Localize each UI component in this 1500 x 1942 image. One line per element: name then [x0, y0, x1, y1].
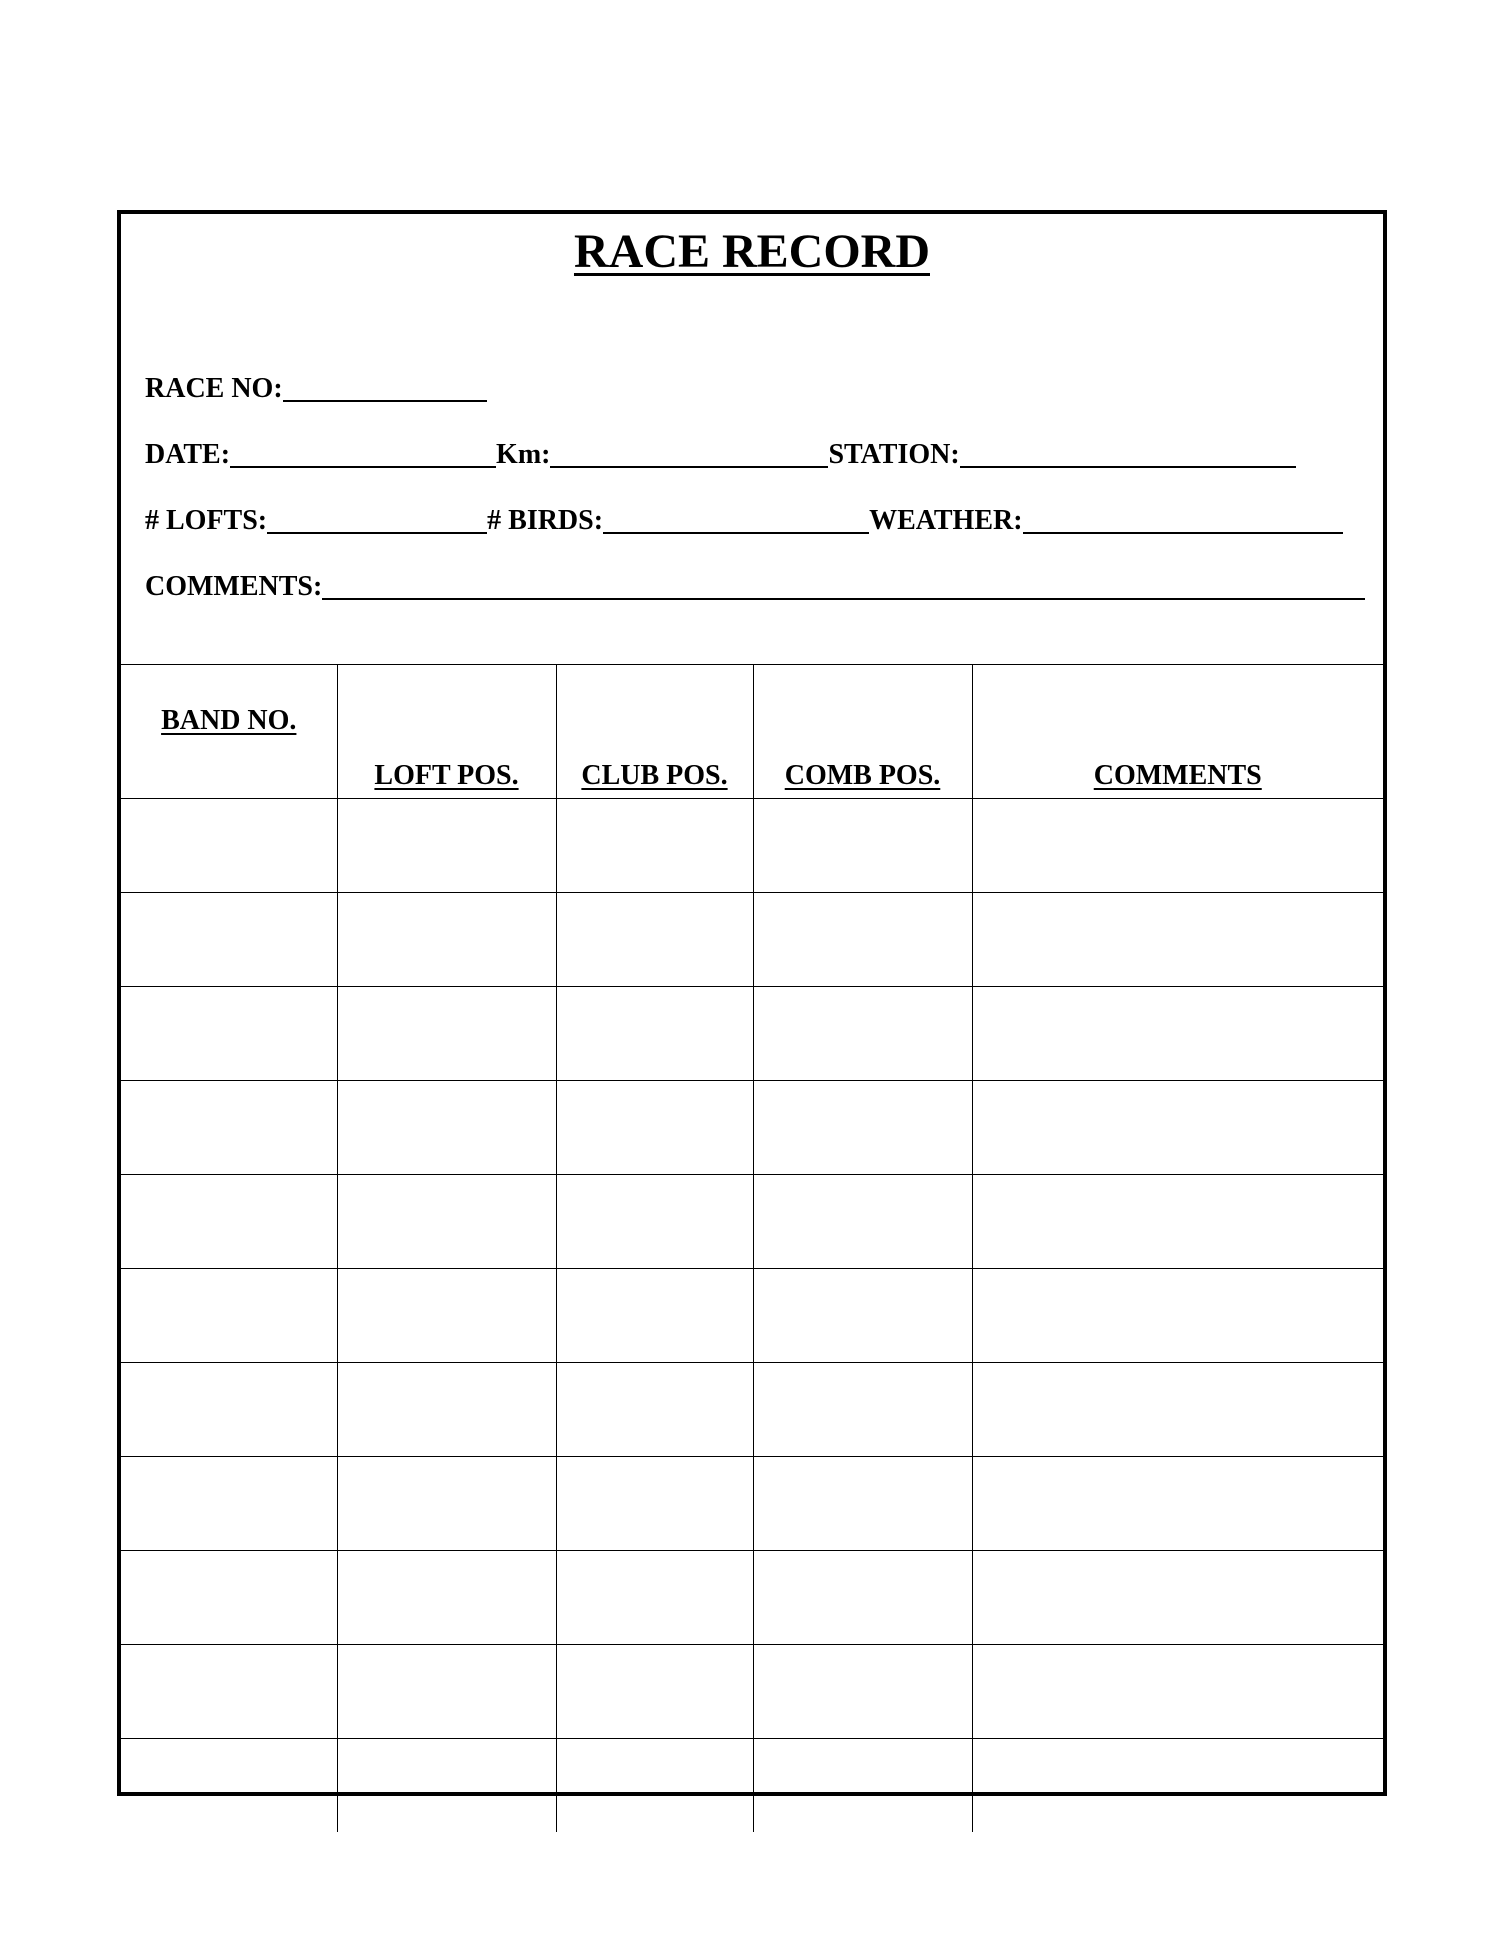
km-input[interactable]	[550, 440, 828, 468]
table-body	[121, 799, 1383, 1833]
table-row	[121, 987, 1383, 1081]
race-no-input[interactable]	[283, 374, 487, 402]
club-pos-cell[interactable]	[556, 1269, 753, 1363]
band-no-cell[interactable]	[121, 799, 337, 893]
loft-pos-cell[interactable]	[337, 1363, 556, 1457]
field-row-lofts-birds-weather	[145, 504, 1343, 538]
band-no-header: BAND NO.	[121, 665, 337, 799]
band-no-cell[interactable]	[121, 1645, 337, 1739]
comb-pos-cell[interactable]	[753, 1269, 972, 1363]
table-row	[121, 1269, 1383, 1363]
weather-label: WEATHER:	[869, 505, 1023, 536]
race-no-label: RACE NO:	[145, 373, 283, 404]
field-row-comments	[145, 570, 1365, 604]
band-no-cell[interactable]	[121, 1363, 337, 1457]
comb-pos-cell[interactable]	[753, 1457, 972, 1551]
club-pos-cell[interactable]	[556, 1739, 753, 1833]
birds-label: # BIRDS:	[487, 505, 604, 536]
field-row-race-no	[145, 372, 487, 406]
band-no-cell[interactable]	[121, 1739, 337, 1833]
km-label: Km:	[496, 439, 551, 470]
table-row	[121, 1551, 1383, 1645]
band-no-cell[interactable]	[121, 1175, 337, 1269]
date-label: DATE:	[145, 439, 231, 470]
loft-pos-cell[interactable]	[337, 1645, 556, 1739]
club-pos-cell[interactable]	[556, 987, 753, 1081]
table-row	[121, 1739, 1383, 1833]
comb-pos-cell[interactable]	[753, 1551, 972, 1645]
table-row	[121, 1457, 1383, 1551]
table-header-row	[121, 665, 1383, 799]
loft-pos-cell[interactable]	[337, 799, 556, 893]
loft-pos-cell[interactable]	[337, 1269, 556, 1363]
loft-pos-cell[interactable]	[337, 1175, 556, 1269]
comments-cell[interactable]	[972, 1551, 1383, 1645]
comments-cell[interactable]	[972, 987, 1383, 1081]
lofts-input[interactable]	[267, 506, 487, 534]
date-input[interactable]	[230, 440, 496, 468]
club-pos-cell[interactable]	[556, 1175, 753, 1269]
comb-pos-cell[interactable]	[753, 1363, 972, 1457]
band-no-cell[interactable]	[121, 1269, 337, 1363]
comments-cell[interactable]	[972, 1363, 1383, 1457]
comments-cell[interactable]	[972, 1457, 1383, 1551]
comb-pos-cell[interactable]	[753, 1175, 972, 1269]
comb-pos-cell[interactable]	[753, 893, 972, 987]
race-results-table	[121, 664, 1383, 1832]
band-no-cell[interactable]	[121, 1081, 337, 1175]
club-pos-header: CLUB POS.	[556, 665, 753, 799]
loft-pos-header: LOFT POS.	[337, 665, 556, 799]
comments-cell[interactable]	[972, 1645, 1383, 1739]
club-pos-cell[interactable]	[556, 1363, 753, 1457]
club-pos-cell[interactable]	[556, 1457, 753, 1551]
comb-pos-cell[interactable]	[753, 1081, 972, 1175]
loft-pos-cell[interactable]	[337, 1551, 556, 1645]
club-pos-cell[interactable]	[556, 1081, 753, 1175]
table-row	[121, 1175, 1383, 1269]
band-no-cell[interactable]	[121, 1457, 337, 1551]
loft-pos-cell[interactable]	[337, 893, 556, 987]
race-record-form	[117, 210, 1387, 1796]
loft-pos-cell[interactable]	[337, 1457, 556, 1551]
club-pos-cell[interactable]	[556, 799, 753, 893]
form-title: RACE RECORD	[573, 225, 930, 278]
loft-pos-cell[interactable]	[337, 1739, 556, 1833]
lofts-label: # LOFTS:	[145, 505, 268, 536]
comments-cell[interactable]	[972, 1175, 1383, 1269]
comb-pos-cell[interactable]	[753, 1645, 972, 1739]
band-no-cell[interactable]	[121, 987, 337, 1081]
club-pos-cell[interactable]	[556, 893, 753, 987]
band-no-cell[interactable]	[121, 893, 337, 987]
loft-pos-cell[interactable]	[337, 987, 556, 1081]
comments-label: COMMENTS:	[145, 571, 323, 602]
comb-pos-cell[interactable]	[753, 1739, 972, 1833]
comments-cell[interactable]	[972, 1269, 1383, 1363]
band-no-cell[interactable]	[121, 1551, 337, 1645]
comments-cell[interactable]	[972, 893, 1383, 987]
comments-cell[interactable]	[972, 799, 1383, 893]
comb-pos-cell[interactable]	[753, 799, 972, 893]
birds-input[interactable]	[603, 506, 869, 534]
table-row	[121, 893, 1383, 987]
table-row	[121, 799, 1383, 893]
comments-cell[interactable]	[972, 1081, 1383, 1175]
field-row-date-km-station	[145, 438, 1296, 472]
table-row	[121, 1081, 1383, 1175]
club-pos-cell[interactable]	[556, 1551, 753, 1645]
comments-input[interactable]	[322, 572, 1365, 600]
comments-cell[interactable]	[972, 1739, 1383, 1833]
comb-pos-cell[interactable]	[753, 987, 972, 1081]
club-pos-cell[interactable]	[556, 1645, 753, 1739]
comb-pos-header: COMB POS.	[753, 665, 972, 799]
station-label: STATION:	[828, 439, 960, 470]
table-row	[121, 1645, 1383, 1739]
station-input[interactable]	[960, 440, 1296, 468]
comments-header: COMMENTS	[972, 665, 1383, 799]
weather-input[interactable]	[1023, 506, 1343, 534]
loft-pos-cell[interactable]	[337, 1081, 556, 1175]
table-row	[121, 1363, 1383, 1457]
